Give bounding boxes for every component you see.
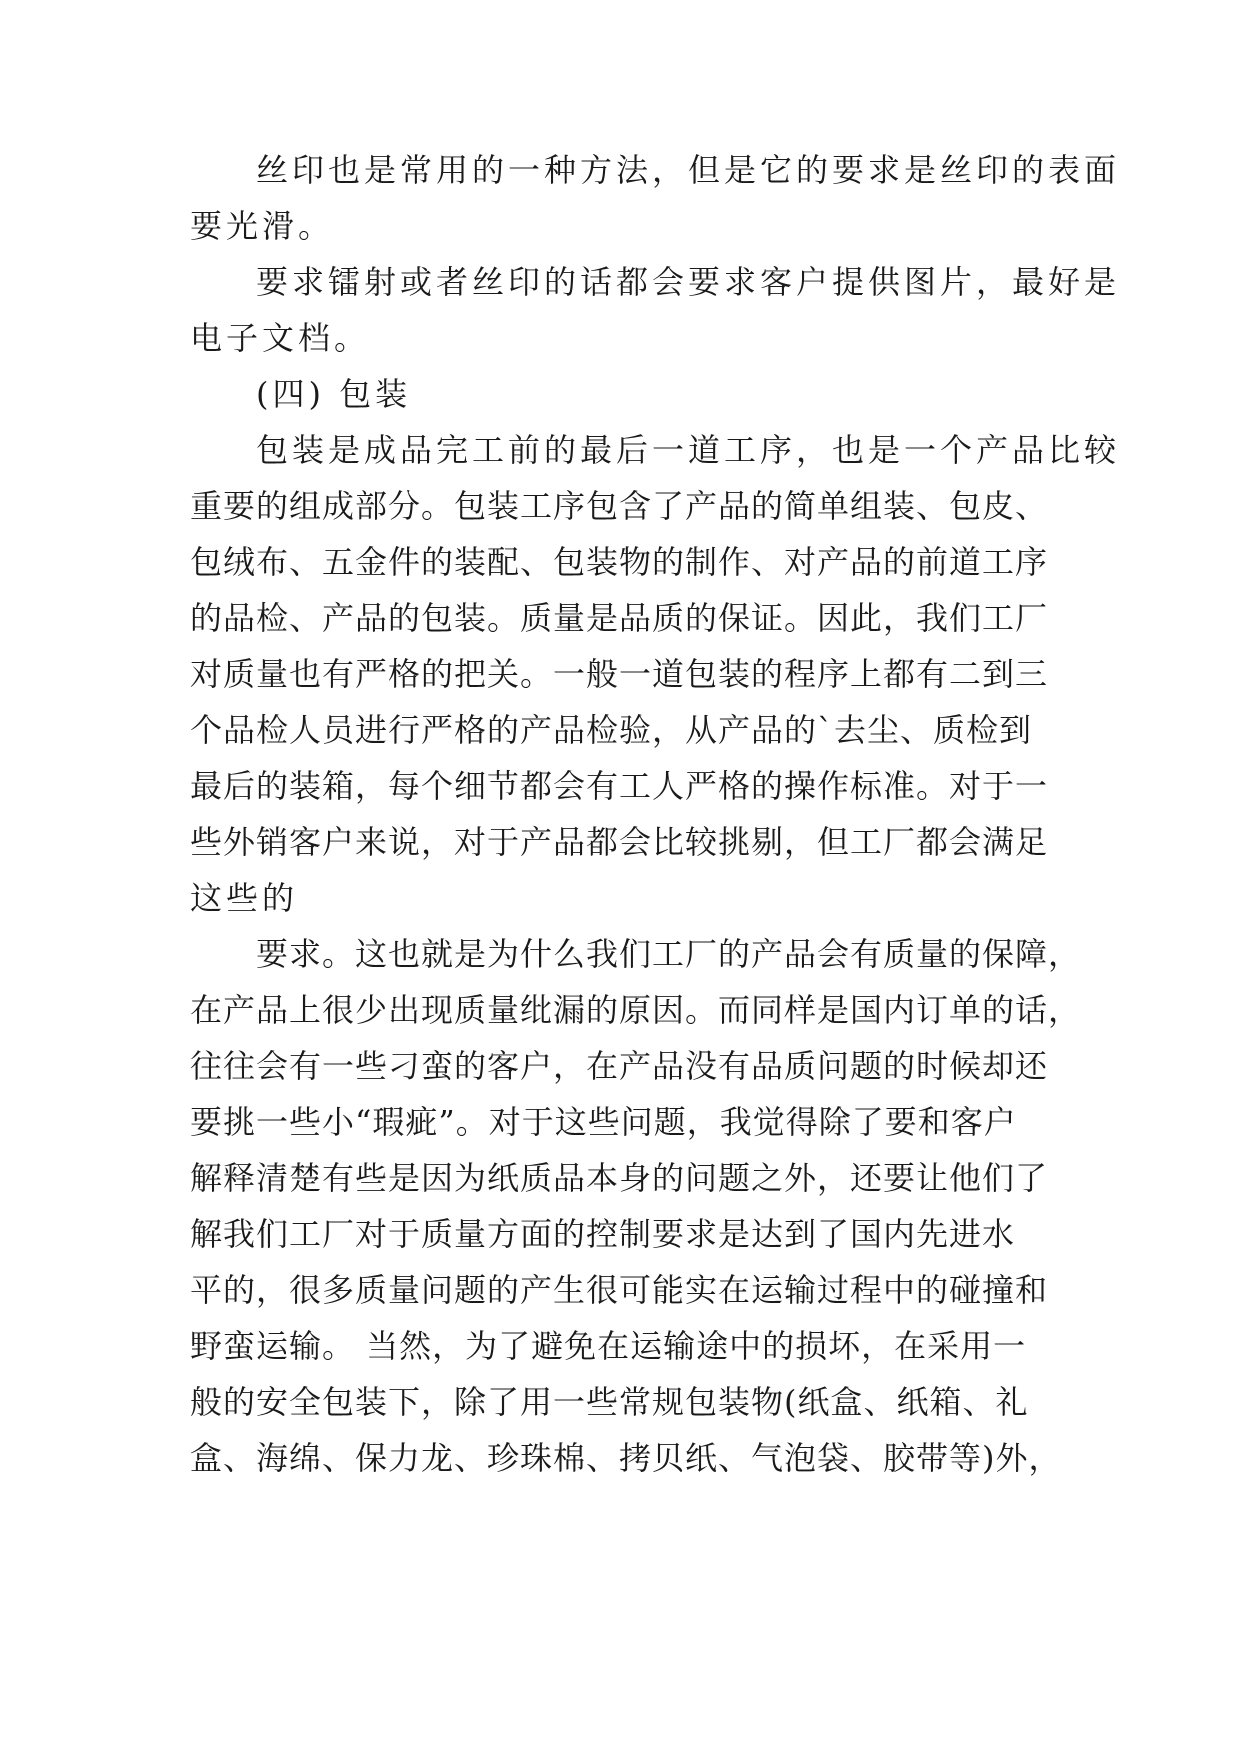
section-heading: (四) 包装	[256, 375, 412, 413]
paragraph-line: 最后的装箱，每个细节都会有工人严格的操作标准。对于一	[190, 767, 1049, 805]
paragraph-line: 些外销客户来说，对于产品都会比较挑剔，但工厂都会满足	[190, 823, 1049, 861]
paragraph-line: 对质量也有严格的把关。一般一道包装的程序上都有二到三	[190, 655, 1049, 693]
paragraph-line: 要挑一些小“瑕疵”。对于这些问题，我觉得除了要和客户	[190, 1103, 1017, 1141]
paragraph-line: 包装是成品完工前的最后一道工序，也是一个产品比较	[256, 431, 1121, 469]
paragraph-line: 野蛮运输。 当然，为了避免在运输途中的损坏，在采用一	[190, 1327, 1027, 1365]
paragraph-line: 要求。这也就是为什么我们工厂的产品会有质量的保障，	[256, 935, 1082, 973]
paragraph-line: 个品检人员进行严格的产品检验，从产品的`去尘、质检到	[190, 711, 1033, 749]
paragraph-line: 往往会有一些刁蛮的客户，在产品没有品质问题的时候却还	[190, 1047, 1049, 1085]
paragraph-line: 的品检、产品的包装。质量是品质的保证。因此，我们工厂	[190, 599, 1049, 637]
paragraph-line: 这些的	[190, 879, 299, 917]
paragraph-line: 电子文档。	[190, 319, 371, 357]
paragraph-line: 在产品上很少出现质量纰漏的原因。而同样是国内订单的话，	[190, 991, 1082, 1029]
paragraph-line: 平的，很多质量问题的产生很可能实在运输过程中的碰撞和	[190, 1271, 1049, 1309]
paragraph-line: 丝印也是常用的一种方法，但是它的要求是丝印的表面	[256, 151, 1121, 189]
paragraph-line: 重要的组成部分。包装工序包含了产品的简单组装、包皮、	[190, 487, 1049, 525]
paragraph-line: 要求镭射或者丝印的话都会要求客户提供图片，最好是	[256, 263, 1121, 301]
paragraph-line: 要光滑。	[190, 207, 335, 245]
paragraph-line: 般的安全包装下，除了用一些常规包装物(纸盒、纸箱、礼	[190, 1383, 1029, 1421]
paragraph-line: 解释清楚有些是因为纸质品本身的问题之外，还要让他们了	[190, 1159, 1049, 1197]
paragraph-line: 解我们工厂对于质量方面的控制要求是达到了国内先进水	[190, 1215, 1016, 1253]
paragraph-line: 包绒布、五金件的装配、包装物的制作、对产品的前道工序	[190, 543, 1049, 581]
paragraph-line: 盒、海绵、保力龙、珍珠棉、拷贝纸、气泡袋、胶带等)外，	[190, 1439, 1062, 1477]
